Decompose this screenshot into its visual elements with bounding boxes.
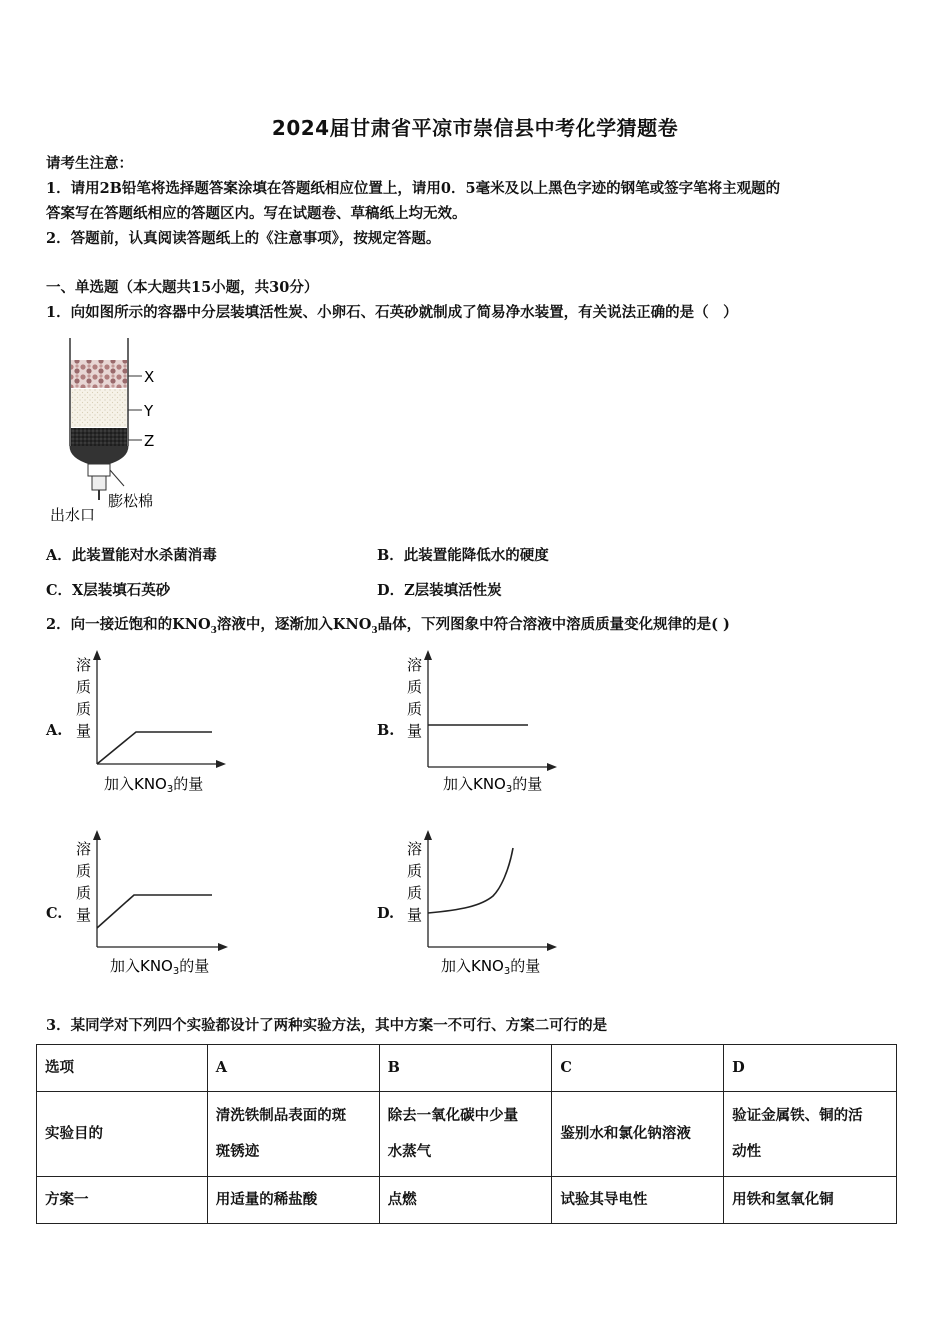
table-cell: 除去一氧化碳中少量 水蒸气 (379, 1092, 552, 1177)
svg-text:量: 量 (76, 722, 92, 740)
section-heading: 一、单选题（本大题共15小题，共30分） (46, 279, 319, 296)
svg-text:加入KNO3的量: 加入$KNO_3$的量 (441, 957, 541, 977)
q2-letter-c: C. (46, 905, 63, 922)
graph-d (401, 826, 581, 978)
graph-c-curve (97, 895, 212, 928)
svg-text:质: 质 (76, 862, 92, 880)
svg-text:量: 量 (407, 722, 423, 740)
svg-text:量: 量 (407, 906, 423, 924)
table-cell: 方案一 (37, 1177, 208, 1224)
table-cell: 试验其导电性 (552, 1177, 724, 1224)
graph-b (401, 646, 581, 798)
label-x: X (144, 368, 155, 386)
table-row (37, 1092, 897, 1177)
svg-text:加入KNO3的量: 加入$KNO_3$的量 (443, 775, 543, 795)
table-cell: 验证金属铁、铜的活 动性 (724, 1092, 897, 1177)
table-cell: 鉴别水和氯化钠溶液 (552, 1092, 724, 1177)
table-cell: 实验目的 (37, 1092, 208, 1177)
q1-option-d: D．Z层装填活性炭 (377, 582, 502, 599)
notice-item-2: 2．答题前，认真阅读答题纸上的《注意事项》，按规定答题。 (46, 230, 441, 247)
svg-text:溶: 溶 (407, 840, 423, 858)
notice-heading: 请考生注意： (46, 155, 133, 172)
water-filter-figure (44, 334, 184, 526)
q2-letter-a: A. (46, 722, 63, 739)
q2-stem: 2．向一接近饱和的$KNO_3$溶液中，逐渐加入$KNO_3$晶体，下列图象中符合溶液中溶质质量变化规律的是( ) (46, 616, 730, 636)
graph-d-curve (428, 848, 513, 913)
table-header-row (37, 1045, 897, 1092)
table-header-cell: D (724, 1045, 897, 1092)
svg-text:质: 质 (407, 700, 423, 718)
svg-text:溶: 溶 (407, 656, 423, 674)
graph-a-curve (97, 732, 212, 764)
svg-text:溶: 溶 (76, 656, 92, 674)
page-title: 2024届甘肃省平凉市崇信县中考化学猜题卷 (271, 116, 679, 140)
svg-text:加入KNO3的量: 加入$KNO_3$的量 (110, 957, 210, 977)
label-z: Z (144, 432, 155, 450)
q1-option-c: C．X层装填石英砂 (46, 582, 171, 599)
svg-text:质: 质 (407, 862, 423, 880)
svg-text:量: 量 (76, 906, 92, 924)
q2-letter-b: B. (377, 722, 395, 739)
svg-text:质: 质 (76, 678, 92, 696)
graph-c (70, 826, 250, 978)
label-cotton: 膨松棉 (108, 492, 154, 510)
svg-text:质: 质 (76, 884, 92, 902)
q2-letter-d: D. (377, 905, 395, 922)
q1-stem: 1．向如图所示的容器中分层装填活性炭、小卵石、石英砂就制成了简易净水装置，有关说法正确的是（ ） (46, 304, 738, 321)
table-header-cell: B (379, 1045, 552, 1092)
q1-option-a: A．此装置能对水杀菌消毒 (46, 547, 217, 564)
table-cell: 用铁和氢氧化铜 (724, 1177, 897, 1224)
svg-text:溶: 溶 (76, 840, 92, 858)
svg-text:质: 质 (407, 678, 423, 696)
table-cell: 清洗铁制品表面的斑 斑锈迹 (207, 1092, 379, 1177)
table-row (37, 1177, 897, 1224)
q3-table (36, 1044, 897, 1224)
table-cell: 点燃 (379, 1177, 552, 1224)
q1-option-b: B．此装置能降低水的硬度 (377, 547, 549, 564)
label-y: Y (144, 402, 154, 420)
svg-text:质: 质 (407, 884, 423, 902)
notice-item-1a: 1．请用2B铅笔将选择题答案涂填在答题纸相应位置上，请用0．5毫米及以上黑色字迹的钢笔或签字笔将主观题的 (46, 180, 781, 197)
table-header-cell: C (552, 1045, 724, 1092)
svg-text:质: 质 (76, 700, 92, 718)
graph-a (70, 646, 250, 798)
table-header-cell: 选项 (37, 1045, 208, 1092)
notice-item-1b: 答案写在答题纸相应的答题区内。写在试题卷、草稿纸上均无效。 (46, 205, 467, 222)
label-outlet: 出水口 (50, 506, 96, 524)
svg-text:加入KNO3的量: 加入$KNO_3$的量 (104, 775, 204, 795)
q3-stem: 3．某同学对下列四个实验都设计了两种实验方法，其中方案一不可行、方案二可行的是 (46, 1017, 608, 1034)
table-cell: 用适量的稀盐酸 (207, 1177, 379, 1224)
table-header-cell: A (207, 1045, 379, 1092)
